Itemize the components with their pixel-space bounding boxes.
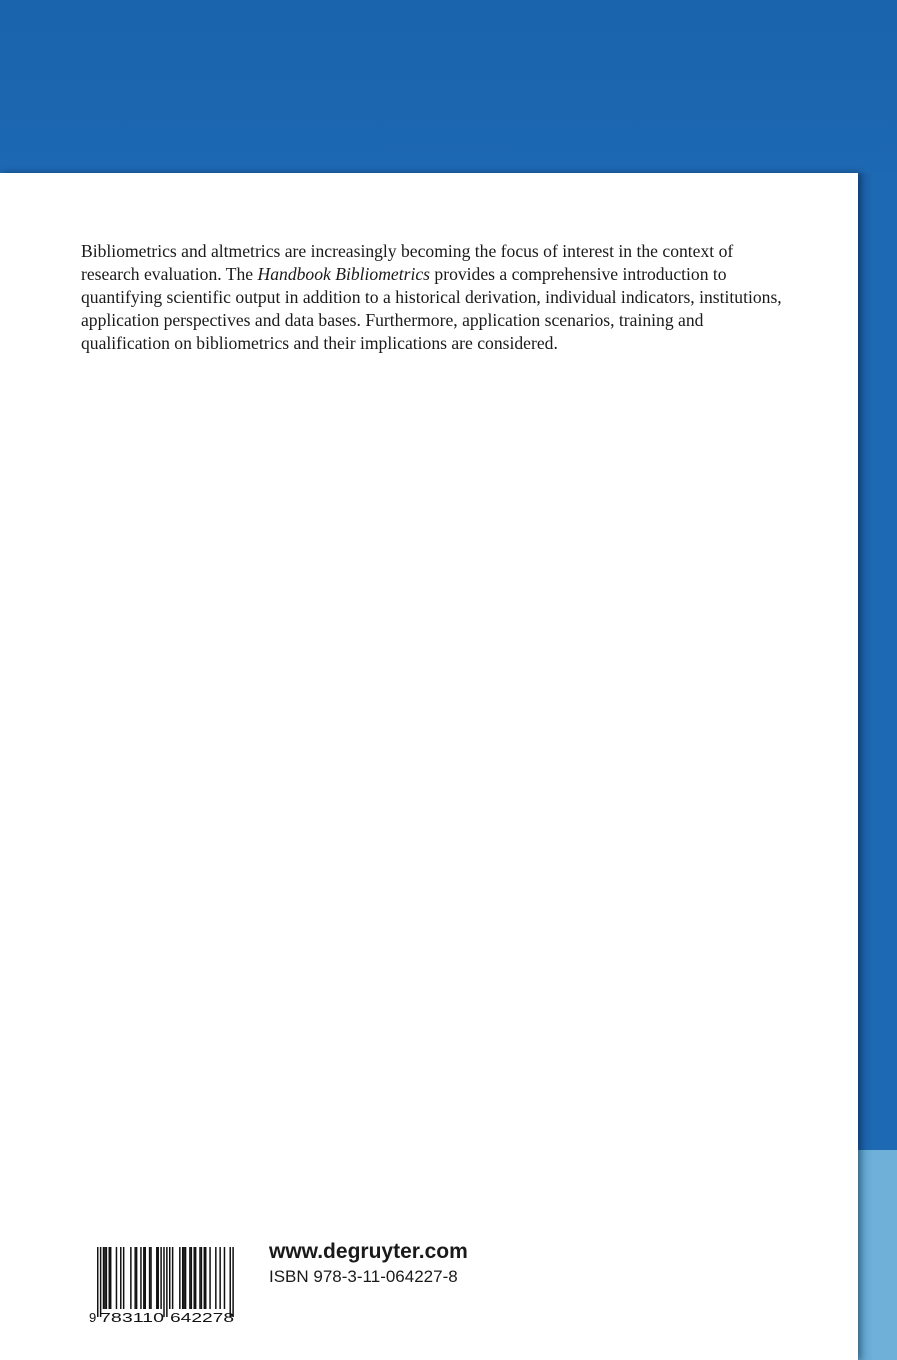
barcode-digits-left: 783110 [100,1310,164,1325]
barcode-bar [156,1247,157,1309]
barcode-bar [120,1247,121,1309]
blurb-body-text: provides a comprehensive introduction to quantifying scientific output in addition to a historical derivation, individual indicators, institutions, application perspectives and data bases. Furthermore, application scenarios, training and qualification on bibliometrics and their implications are considered. [81,264,782,353]
barcode-bar [140,1247,141,1309]
barcode-bar [106,1247,107,1309]
barcode-bar [97,1247,98,1317]
barcode-bar [143,1247,144,1309]
barcode-bar [130,1247,131,1309]
right-light-blue-band [858,1150,897,1360]
barcode-bar [160,1247,161,1309]
barcode-bar [193,1247,194,1309]
isbn-number: ISBN 978-3-11-064227-8 [269,1267,458,1286]
barcode-bar [195,1247,196,1309]
barcode-bar [149,1247,150,1309]
publisher-website: www.degruyter.com [269,1240,468,1263]
barcode-bar [205,1247,206,1309]
barcode-bar [169,1247,170,1309]
barcode-bar [204,1247,205,1309]
barcode-bar [189,1247,190,1309]
barcode-bar [166,1247,167,1317]
barcode-digits-right: 642278 [170,1310,234,1325]
top-blue-band [0,0,897,173]
barcode-bar [224,1247,225,1309]
barcode-bar [110,1247,111,1309]
barcode-bar [134,1247,135,1309]
barcode-bar [229,1247,230,1317]
barcode-bar [209,1247,210,1309]
back-cover-blurb [81,240,793,355]
barcode-bar [123,1247,124,1309]
barcode-bar [109,1247,110,1309]
barcode-bar [157,1247,158,1309]
barcode-bar [232,1247,233,1317]
barcode-bar [172,1247,173,1309]
barcode-bar [191,1247,192,1309]
barcode-bar [136,1247,137,1309]
blurb-book-title: Handbook Bibliometrics [257,264,431,284]
barcode-bar [116,1247,117,1309]
barcode-bar [150,1247,151,1309]
barcode-digit-first: 9 [89,1310,97,1325]
barcode-bar [199,1247,200,1309]
barcode-bar [201,1247,202,1309]
barcode-bar [182,1247,183,1309]
isbn-barcode [86,1247,242,1325]
barcode-bar [179,1247,180,1309]
blurb-intro-text: Bibliometrics and altmetrics are increasingly becoming the focus of interest in the context of research evaluation. The [81,241,734,284]
barcode-bar [185,1247,186,1309]
barcode-graphic [86,1247,242,1325]
barcode-bar [100,1247,101,1317]
barcode-bar [163,1247,164,1317]
right-blue-band [858,173,897,1150]
barcode-bar [103,1247,104,1309]
barcode-bar [183,1247,184,1309]
barcode-bar [145,1247,146,1309]
barcode-bar [104,1247,105,1309]
barcode-bar [219,1247,220,1309]
barcode-bar [215,1247,216,1309]
